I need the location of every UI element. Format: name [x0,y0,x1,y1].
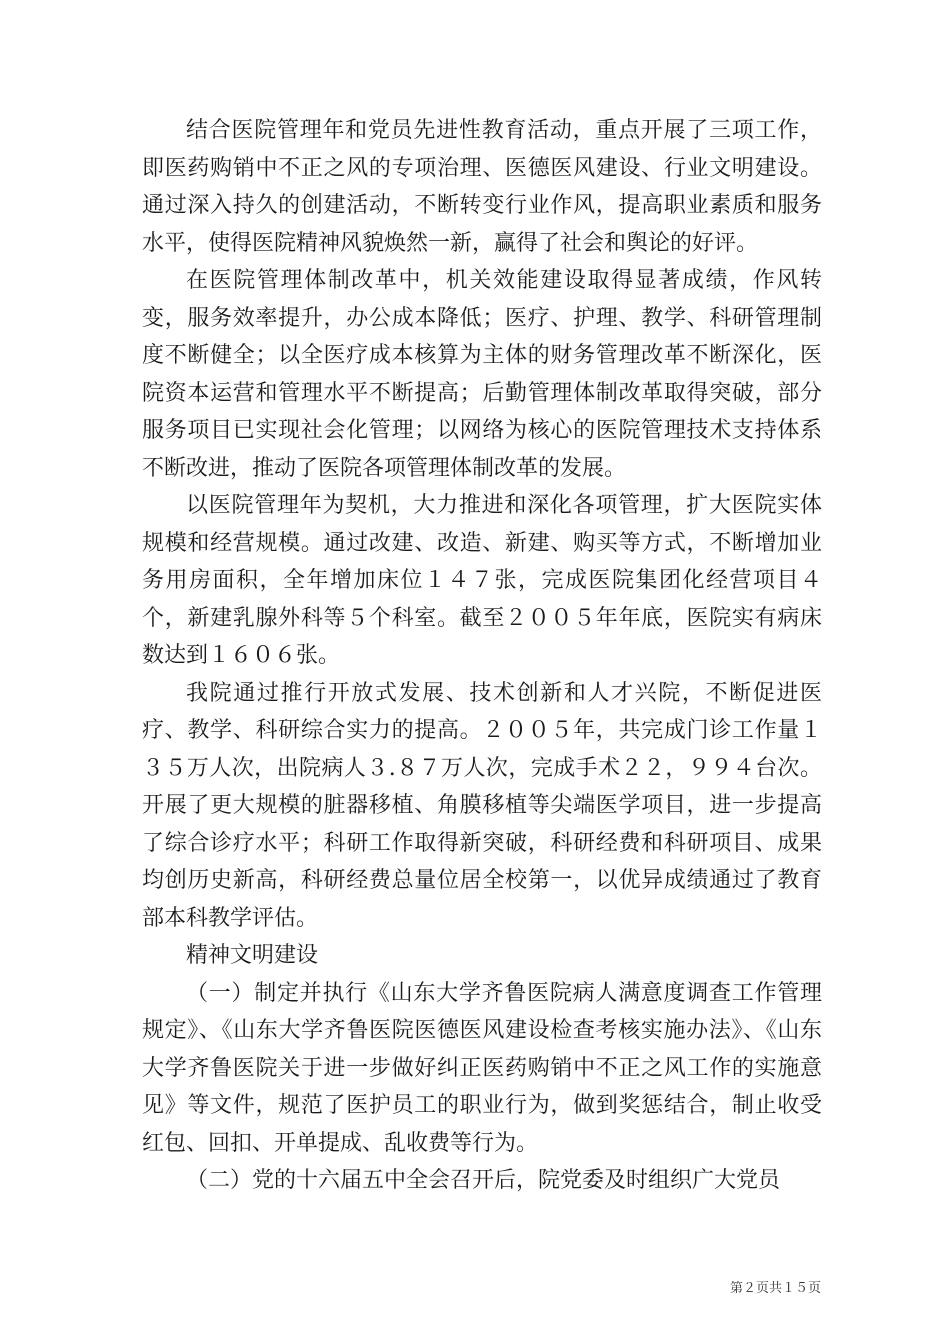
paragraph-section-item-1: （一）制定并执行《山东大学齐鲁医院病人满意度调查工作管理规定》、《山东大学齐鲁医院医德医风建设检查考核实施办法》、《山东大学齐鲁医院关于进一步做好纠正医药购销中不正之风工作的实施意见》等文件，规范了医护员工的职业行为，做到奖惩结合，制止收受红包、回扣、开单提成、乱收费等行为。 [142,980,822,1156]
page-number: 第２页共１５页 [730,1281,822,1296]
section-heading: 精神文明建设 [186,943,319,968]
paragraph-hospital-management-year: 结合医院管理年和党员先进性教育活动，重点开展了三项工作，即医药购销中不正之风的专项治理、医德医风建设、行业文明建设。通过深入持久的创建活动，不断转变行业作风，提高职业素质和服务水平，使得医院精神风貌焕然一新，赢得了社会和舆论的好评。 [142,118,822,256]
paragraph-management-reform: 在医院管理体制改革中，机关效能建设取得显著成绩，作风转变，服务效率提升，办公成本降低；医疗、护理、教学、科研管理制度不断健全；以全医疗成本核算为主体的财务管理改革不断深化，医院资本运营和管理水平不断提高；后勤管理体制改革取得突破，部分服务项目已实现社会化管理；以网络为核心的医院管理技术支持体系不断改进，推动了医院各项管理体制改革的发展。 [142,268,822,481]
document-body [142,112,822,1200]
paragraph-scale-expansion: 以医院管理年为契机，大力推进和深化各项管理，扩大医院实体规模和经营规模。通过改建、改造、新建、购买等方式，不断增加业务用房面积，全年增加床位１４７张，完成医院集团化经营项目４个，新建乳腺外科等５个科室。截至２００５年年底，医院实有病床数达到１６０６张。 [142,493,822,668]
paragraph-section-item-2: （二）党的十六届五中全会召开后，院党委及时组织广大党员 [186,1168,781,1193]
paragraph-medical-achievements: 我院通过推行开放式发展、技术创新和人才兴院，不断促进医疗、教学、科研综合实力的提高。２００５年，共完成门诊工作量１３５万人次，出院病人３.８７万人次，完成手术２２，９９４台次。开展了更大规模的脏器移植、角膜移植等尖端医学项目，进一步提高了综合诊疗水平；科研工作取得新突破，科研经费和科研项目、成果均创历史新高，科研经费总量位居全校第一，以优异成绩通过了教育部本科教学评估。 [142,680,822,931]
